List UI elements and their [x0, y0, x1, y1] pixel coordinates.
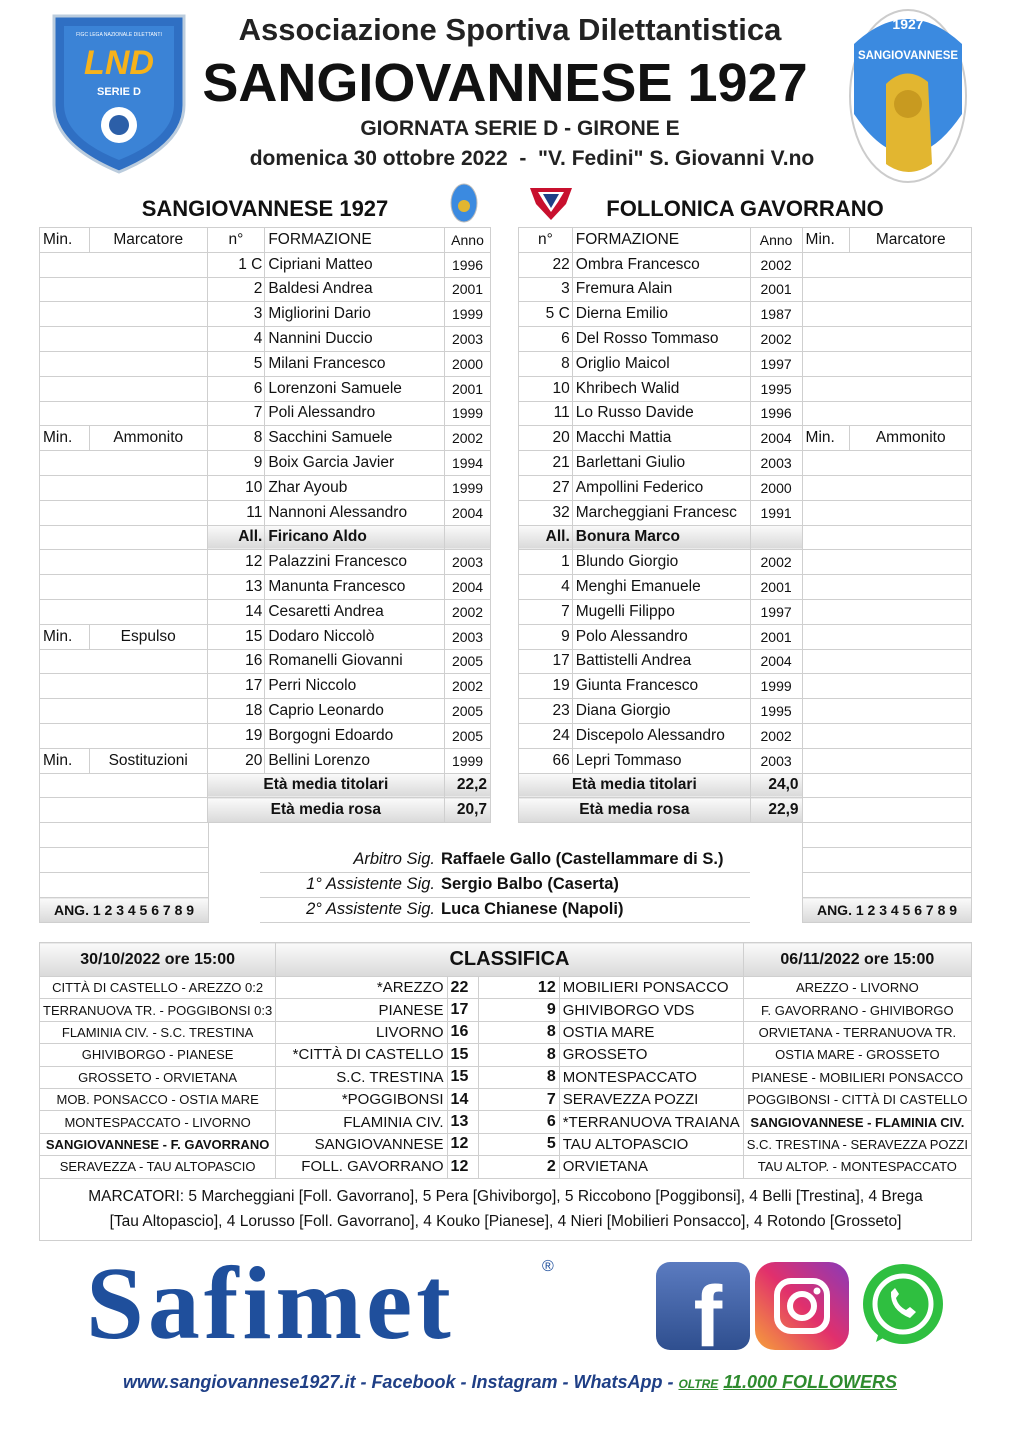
standing-points: 7: [479, 1088, 560, 1110]
player-year: 1996: [445, 252, 491, 277]
player-year: 2001: [445, 376, 491, 401]
scorers-line-2: [Tau Altopascio], 4 Lorusso [Foll. Gavorrano], 4 Kouko [Pianese], 4 Nieri [Mobilieri Ponsacco], 4 Rotondo [Grosseto]: [109, 1213, 902, 1231]
home-ammonito-label: Ammonito: [89, 426, 207, 451]
away-extra-cells: [802, 822, 972, 923]
result-row: MONTESPACCATO - LIVORNO: [40, 1111, 276, 1133]
standing-team: MONTESPACCATO: [559, 1066, 743, 1088]
next-match: ORVIETANA - TERRANUOVA TR.: [743, 1021, 971, 1043]
away-age-rosa-label: Età media rosa: [519, 798, 751, 823]
standing-points: 8: [479, 1044, 560, 1066]
player-number: 5 C: [519, 302, 573, 327]
footer-line: [40, 1372, 980, 1393]
player-number: 16: [207, 649, 265, 674]
assoc-title: Associazione Sportiva Dilettantistica: [238, 12, 782, 47]
player-year: 1999: [445, 401, 491, 426]
away-min-label: Min.: [802, 426, 850, 451]
next-match: F. GAVORRANO - GHIVIBORGO: [743, 999, 971, 1021]
player-name: Discepolo Alessandro: [572, 723, 750, 748]
away-age-titolari-label: Età media titolari: [519, 773, 751, 798]
home-age-titolari: 22,2: [445, 773, 491, 798]
standing-team: GROSSETO: [559, 1044, 743, 1066]
player-name: Poli Alessandro: [265, 401, 445, 426]
home-corners: ANG. 1 2 3 4 5 6 7 8 9: [40, 898, 209, 923]
referee-role: Arbitro Sig.: [260, 847, 438, 872]
next-match: TAU ALTOP. - MONTESPACCATO: [743, 1156, 971, 1178]
player-number: 22: [519, 252, 573, 277]
away-age-titolari: 24,0: [750, 773, 802, 798]
home-lineup-table: [39, 227, 491, 823]
coach-label: All.: [519, 525, 573, 550]
player-name: Polo Alessandro: [572, 624, 750, 649]
player-year: 2001: [750, 277, 802, 302]
player-name: Cesaretti Andrea: [265, 599, 445, 624]
club-logo-year: 1927: [892, 16, 924, 32]
referee-role: 2° Assistente Sig.: [260, 897, 438, 922]
standing-points: 8: [479, 1066, 560, 1088]
player-number: 9: [207, 451, 265, 476]
standing-team: ORVIETANA: [559, 1156, 743, 1178]
giornata-title: GIORNATA SERIE D - GIRONE E: [360, 117, 680, 140]
player-year: 2005: [445, 723, 491, 748]
player-year: 2004: [750, 649, 802, 674]
player-year: 2003: [750, 748, 802, 773]
result-row: TERRANUOVA TR. - POGGIBONSI 0:3: [40, 999, 276, 1021]
player-number: 6: [519, 327, 573, 352]
player-year: 2002: [750, 327, 802, 352]
next-match: SANGIOVANNESE - FLAMINIA CIV.: [743, 1111, 971, 1133]
player-year: 2003: [750, 451, 802, 476]
away-col-scorer: Marcatore: [850, 228, 972, 253]
referees-table: [260, 847, 750, 923]
player-year: 2005: [445, 699, 491, 724]
standing-points: 12: [479, 977, 560, 999]
player-year: 1999: [445, 302, 491, 327]
standing-team: SANGIOVANNESE: [276, 1133, 447, 1155]
player-year: 1999: [445, 748, 491, 773]
home-sostituzioni-label: Sostituzioni: [89, 748, 207, 773]
club-logo-name: SANGIOVANNESE: [857, 50, 959, 62]
player-year: 2005: [445, 649, 491, 674]
player-number: 11: [207, 500, 265, 525]
instagram-icon[interactable]: [755, 1262, 849, 1350]
player-name: Sacchini Samuele: [265, 426, 445, 451]
player-name: Giunta Francesco: [572, 674, 750, 699]
player-name: Caprio Leonardo: [265, 699, 445, 724]
footer-followers: 11.000 FOLLOWERS: [723, 1372, 897, 1392]
club-logo: [846, 4, 970, 186]
next-date-header: 06/11/2022 ore 15:00: [743, 943, 971, 977]
standing-team: FOLL. GAVORRANO: [276, 1156, 447, 1178]
player-year: 2002: [750, 252, 802, 277]
player-number: 2: [207, 277, 265, 302]
standing-points: 12: [447, 1133, 479, 1155]
standings-table: [39, 942, 972, 1241]
result-row: MOB. PONSACCO - OSTIA MARE: [40, 1088, 276, 1110]
home-min-label: Min.: [40, 748, 90, 773]
home-extra-cells: [39, 822, 209, 923]
player-year: 2002: [445, 599, 491, 624]
next-match: POGGIBONSI - CITTÀ DI CASTELLO: [743, 1088, 971, 1110]
player-year: 1996: [750, 401, 802, 426]
player-name: Boix Garcia Javier: [265, 451, 445, 476]
player-number: 5: [207, 351, 265, 376]
away-ammonito-label: Ammonito: [850, 426, 972, 451]
home-team-name: SANGIOVANNESE 1927: [141, 196, 389, 221]
standing-team: LIVORNO: [276, 1021, 447, 1043]
player-name: Macchi Mattia: [572, 426, 750, 451]
referee-role: 1° Assistente Sig.: [260, 872, 438, 897]
player-year: 1997: [750, 351, 802, 376]
home-min-label: Min.: [40, 624, 90, 649]
standing-points: 5: [479, 1133, 560, 1155]
standing-points: 14: [447, 1088, 479, 1110]
standing-team: S.C. TRESTINA: [276, 1066, 447, 1088]
player-year: 2001: [445, 277, 491, 302]
standing-points: 8: [479, 1021, 560, 1043]
coach-name: Firicano Aldo: [265, 525, 445, 550]
player-name: Lepri Tommaso: [572, 748, 750, 773]
player-year: 2003: [445, 624, 491, 649]
player-number: 6: [207, 376, 265, 401]
player-number: 21: [519, 451, 573, 476]
player-name: Lorenzoni Samuele: [265, 376, 445, 401]
player-name: Milani Francesco: [265, 351, 445, 376]
player-name: Palazzini Francesco: [265, 550, 445, 575]
next-match: S.C. TRESTINA - SERAVEZZA POZZI: [743, 1133, 971, 1155]
referee-name: Raffaele Gallo (Castellammare di S.): [438, 847, 750, 872]
player-year: 2002: [445, 674, 491, 699]
scorers-line-1: MARCATORI: 5 Marcheggiani [Foll. Gavorrano], 5 Pera [Ghiviborgo], 5 Riccobono [Poggibonsi], 4 Belli [Trestina], 4 Brega: [88, 1188, 923, 1206]
player-name: Mugelli Filippo: [572, 599, 750, 624]
player-number: 12: [207, 550, 265, 575]
player-year: 2002: [750, 550, 802, 575]
player-name: Origlio Maicol: [572, 351, 750, 376]
result-row: GHIVIBORGO - PIANESE: [40, 1044, 276, 1066]
result-row: FLAMINIA CIV. - S.C. TRESTINA: [40, 1021, 276, 1043]
away-lineup-table: [518, 227, 972, 823]
home-min-label: Min.: [40, 426, 90, 451]
classifica-title: CLASSIFICA: [276, 943, 743, 977]
player-name: Nannini Duccio: [265, 327, 445, 352]
result-row: CITTÀ DI CASTELLO - AREZZO 0:2: [40, 977, 276, 999]
home-col-scorer: Marcatore: [89, 228, 207, 253]
player-number: 20: [519, 426, 573, 451]
player-name: Barlettani Giulio: [572, 451, 750, 476]
away-team-name: FOLLONICA GAVORRANO: [606, 196, 884, 221]
sponsor-registered: ®: [542, 1258, 554, 1275]
next-match: PIANESE - MOBILIERI PONSACCO: [743, 1066, 971, 1088]
away-small-logo: [526, 184, 576, 222]
player-number: 66: [519, 748, 573, 773]
standing-team: GHIVIBORGO VDS: [559, 999, 743, 1021]
player-number: 10: [519, 376, 573, 401]
home-age-rosa: 20,7: [445, 798, 491, 823]
player-year: 1999: [750, 674, 802, 699]
player-year: 1997: [750, 599, 802, 624]
player-number: 3: [207, 302, 265, 327]
player-number: 15: [207, 624, 265, 649]
home-col-formation: FORMAZIONE: [265, 228, 445, 253]
standing-team: MOBILIERI PONSACCO: [559, 977, 743, 999]
player-number: 17: [207, 674, 265, 699]
result-row: GROSSETO - ORVIETANA: [40, 1066, 276, 1088]
player-name: Ampollini Federico: [572, 475, 750, 500]
player-number: 13: [207, 575, 265, 600]
away-age-rosa: 22,9: [750, 798, 802, 823]
standing-points: 15: [447, 1044, 479, 1066]
player-name: Marcheggiani Francesc: [572, 500, 750, 525]
footer-oltre: OLTRE: [678, 1377, 719, 1391]
away-col-min: Min.: [802, 228, 850, 253]
away-col-n: n°: [519, 228, 573, 253]
player-number: 19: [519, 674, 573, 699]
player-year: 1994: [445, 451, 491, 476]
player-name: Blundo Giorgio: [572, 550, 750, 575]
date-venue: domenica 30 ottobre 2022 - "V. Fedini" S. Giovanni V.no: [249, 147, 815, 170]
player-year: 2002: [445, 426, 491, 451]
player-year: 1999: [445, 475, 491, 500]
standing-points: 9: [479, 999, 560, 1021]
player-name: Nannoni Alessandro: [265, 500, 445, 525]
lnd-logo: [46, 10, 192, 175]
player-name: Khribech Walid: [572, 376, 750, 401]
standing-team: SERAVEZZA POZZI: [559, 1088, 743, 1110]
results-date-header: 30/10/2022 ore 15:00: [40, 943, 276, 977]
next-match: AREZZO - LIVORNO: [743, 977, 971, 999]
player-number: 3: [519, 277, 573, 302]
standing-team: TAU ALTOPASCIO: [559, 1133, 743, 1155]
player-name: Borgogni Edoardo: [265, 723, 445, 748]
player-number: 7: [207, 401, 265, 426]
player-name: Bellini Lorenzo: [265, 748, 445, 773]
lnd-text: LND: [84, 44, 154, 82]
home-col-min: Min.: [40, 228, 90, 253]
home-small-logo: [449, 182, 479, 224]
player-year: 2004: [750, 426, 802, 451]
sponsor-logo: [86, 1246, 566, 1361]
player-name: Zhar Ayoub: [265, 475, 445, 500]
player-year: 2003: [445, 550, 491, 575]
player-year: 1995: [750, 699, 802, 724]
coach-name: Bonura Marco: [572, 525, 750, 550]
player-number: 20: [207, 748, 265, 773]
svg-text:f: f: [693, 1269, 723, 1350]
player-name: Lo Russo Davide: [572, 401, 750, 426]
referee-name: Luca Chianese (Napoli): [438, 897, 750, 922]
player-year: 1987: [750, 302, 802, 327]
next-match: OSTIA MARE - GROSSETO: [743, 1044, 971, 1066]
home-age-rosa-label: Età media rosa: [207, 798, 444, 823]
player-year: 2001: [750, 575, 802, 600]
player-year: 2000: [445, 351, 491, 376]
referee-name: Sergio Balbo (Caserta): [438, 872, 750, 897]
player-number: 24: [519, 723, 573, 748]
player-name: Fremura Alain: [572, 277, 750, 302]
standing-points: 2: [479, 1156, 560, 1178]
player-number: 27: [519, 475, 573, 500]
player-name: Perri Niccolo: [265, 674, 445, 699]
player-name: Manunta Francesco: [265, 575, 445, 600]
standing-team: OSTIA MARE: [559, 1021, 743, 1043]
home-col-year: Anno: [445, 228, 491, 253]
standing-points: 22: [447, 977, 479, 999]
standing-team: *CITTÀ DI CASTELLO: [276, 1044, 447, 1066]
player-name: Baldesi Andrea: [265, 277, 445, 302]
player-name: Romanelli Giovanni: [265, 649, 445, 674]
standing-points: 13: [447, 1111, 479, 1133]
facebook-icon[interactable]: [656, 1262, 750, 1350]
standing-team: FLAMINIA CIV.: [276, 1111, 447, 1133]
player-name: Dodaro Niccolò: [265, 624, 445, 649]
player-name: Del Rosso Tommaso: [572, 327, 750, 352]
player-number: 19: [207, 723, 265, 748]
player-name: Dierna Emilio: [572, 302, 750, 327]
player-number: 1: [519, 550, 573, 575]
home-age-titolari-label: Età media titolari: [207, 773, 444, 798]
coach-label: All.: [207, 525, 265, 550]
away-col-year: Anno: [750, 228, 802, 253]
result-row: SERAVEZZA - TAU ALTOPASCIO: [40, 1156, 276, 1178]
player-year: 1995: [750, 376, 802, 401]
away-corners: ANG. 1 2 3 4 5 6 7 8 9: [803, 898, 972, 923]
player-number: 23: [519, 699, 573, 724]
player-name: Ombra Francesco: [572, 252, 750, 277]
player-number: 10: [207, 475, 265, 500]
footer-links[interactable]: www.sangiovannese1927.it - Facebook - Instagram - WhatsApp -: [123, 1372, 679, 1392]
player-year: 1991: [750, 500, 802, 525]
player-name: Battistelli Andrea: [572, 649, 750, 674]
player-year: 2001: [750, 624, 802, 649]
lnd-small-text: FIGC LEGA NAZIONALE DILETTANTI: [76, 32, 162, 38]
club-title: SANGIOVANNESE 1927: [202, 53, 808, 113]
away-col-formation: FORMAZIONE: [572, 228, 750, 253]
player-number: 8: [207, 426, 265, 451]
standing-points: 12: [447, 1156, 479, 1178]
standing-points: 15: [447, 1066, 479, 1088]
standing-team: *POGGIBONSI: [276, 1088, 447, 1110]
player-year: 2004: [445, 575, 491, 600]
player-number: 9: [519, 624, 573, 649]
player-number: 4: [207, 327, 265, 352]
home-col-n: n°: [207, 228, 265, 253]
player-number: 1 C: [207, 252, 265, 277]
sponsor-name: Safimet: [86, 1246, 455, 1361]
player-year: 2004: [445, 500, 491, 525]
standing-team: *TERRANUOVA TRAIANA: [559, 1111, 743, 1133]
home-espulso-label: Espulso: [89, 624, 207, 649]
standing-points: 6: [479, 1111, 560, 1133]
result-row: SANGIOVANNESE - F. GAVORRANO: [40, 1133, 276, 1155]
standing-points: 16: [447, 1021, 479, 1043]
player-number: 11: [519, 401, 573, 426]
player-name: Cipriani Matteo: [265, 252, 445, 277]
standing-team: PIANESE: [276, 999, 447, 1021]
player-name: Migliorini Dario: [265, 302, 445, 327]
player-number: 32: [519, 500, 573, 525]
player-number: 17: [519, 649, 573, 674]
player-number: 4: [519, 575, 573, 600]
player-name: Diana Giorgio: [572, 699, 750, 724]
player-year: 2000: [750, 475, 802, 500]
serie-d-text: SERIE D: [96, 86, 141, 98]
whatsapp-icon[interactable]: [858, 1262, 948, 1350]
player-year: 2002: [750, 723, 802, 748]
standing-points: 17: [447, 999, 479, 1021]
player-year: 2003: [445, 327, 491, 352]
player-number: 7: [519, 599, 573, 624]
player-number: 18: [207, 699, 265, 724]
player-number: 8: [519, 351, 573, 376]
player-number: 14: [207, 599, 265, 624]
standing-team: *AREZZO: [276, 977, 447, 999]
player-name: Menghi Emanuele: [572, 575, 750, 600]
